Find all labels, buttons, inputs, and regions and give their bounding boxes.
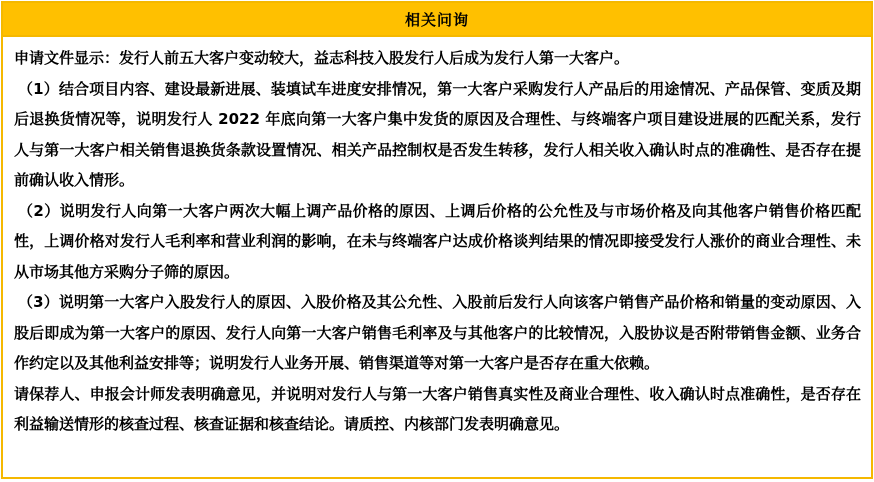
inquiry-header — [3, 3, 871, 37]
question-3-paragraph: （3）说明第一大客户入股发行人的原因、入股价格及其公允性、入股前后发行人向该客户销售产品价格和销量的变动原因、入股后即成为第一大客户的原因、发行人向第一大客户销售毛利率及与其他客户的比较情况，入股协议是否附带销售金额、业务合作约定以及其他利益安排等；说明发行人业务开展、销售渠道等对第一大客户是否存在重大依赖。 — [14, 293, 861, 372]
question-2-paragraph: （2）说明发行人向第一大客户两次大幅上调产品价格的原因、上调后价格的公允性及与市场价格及向其他客户销售价格匹配性，上调价格对发行人毛利率和营业利润的影响，在未与终端客户达成价格谈判结果的情况即接受发行人涨价的商业合理性、未从市场其他方采购分子筛的原因。 — [14, 201, 861, 281]
header-title: 相关问询 — [404, 10, 469, 29]
inquiry-box — [1, 1, 873, 479]
inquiry-content — [3, 37, 871, 440]
question-1-paragraph: （1）结合项目内容、建设最新进展、装填试车进度安排情况，第一大客户采购发行人产品后的用途情况、产品保管、变质及期后退换货情况等，说明发行人 2022 年底向第一大客户集中发货的原因及合理性、与终端客户项目建设进展的匹配关系，发行人与第一大客户相关销售退换货条款设置情况、相关产品控制权是否发生转移，发行人相关收入确认时点的准确性、是否存在提前确认收入情形。 — [14, 79, 861, 189]
intro-paragraph: 申请文件显示：发行人前五大客户变动较大，益志科技入股发行人后成为发行人第一大客户。 — [14, 49, 630, 67]
closing-request-paragraph: 请保荐人、申报会计师发表明确意见，并说明对发行人与第一大客户销售真实性及商业合理性、收入确认时点准确性，是否存在利益输送情形的核查过程、核查证据和核查结论。请质控、内核部门发表明确意见。 — [14, 384, 861, 433]
